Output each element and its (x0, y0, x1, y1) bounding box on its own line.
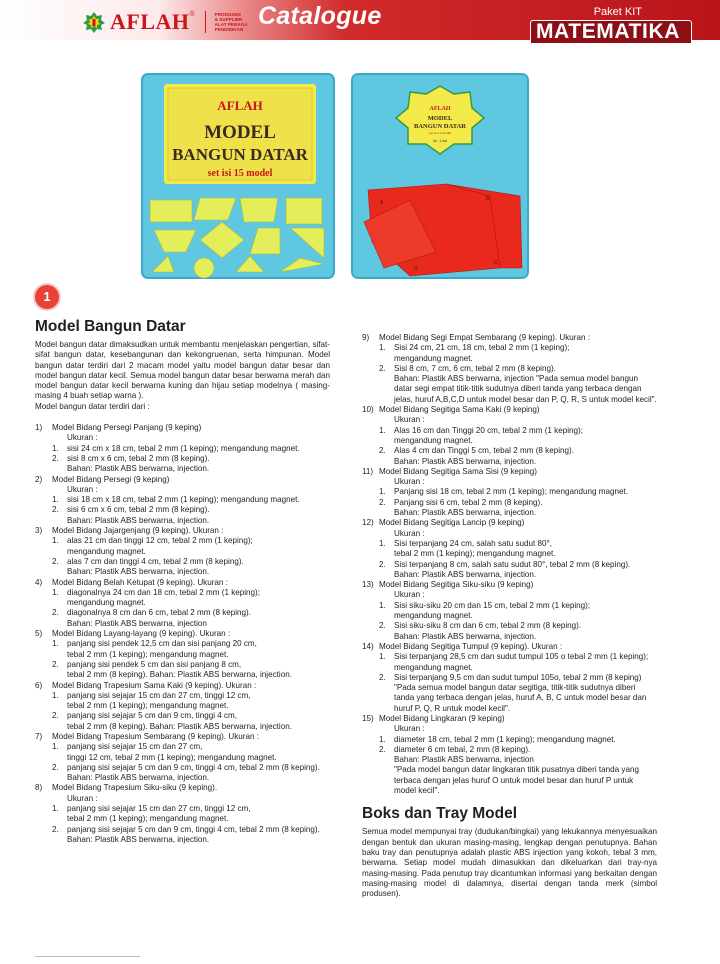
sub-item (35, 608, 330, 629)
paket-label (594, 6, 694, 18)
item-ukuran: Ukuran : (394, 724, 425, 734)
sub-number: 2. (52, 711, 59, 721)
vertex-label: D (414, 266, 418, 272)
sub-line: alas 7 cm dan tinggi 4 cm, tebal 2 mm (8 keping). (67, 556, 244, 566)
sub-line: tebal 2 mm (1 keping); mengandung magnet. (67, 649, 229, 659)
sub-item (35, 639, 330, 660)
sub-line: Sisi 24 cm, 21 cm, 18 cm, tebal 2 mm (1 keping); (394, 343, 570, 353)
sub-text (67, 505, 330, 526)
sub-number: 1. (52, 742, 59, 752)
list-item (362, 580, 657, 590)
sub-line: Sisi terpanjang 9,5 cm dan sudut tumpul 105o, tebal 2 mm (8 keping) (394, 672, 642, 682)
item-ukuran: Ukuran : (67, 793, 98, 803)
sub-item (362, 426, 657, 447)
photo2-title2: BANGUN DATAR (414, 123, 466, 130)
list-item (35, 783, 330, 793)
sub-line: Bahan: Plastik ABS berwarna, injection. (67, 773, 210, 783)
sub-text (67, 691, 330, 712)
section-number-badge: 1 (35, 285, 59, 309)
sub-item (362, 487, 657, 497)
list-item (362, 405, 657, 415)
sub-line: Sisi terpanjang 24 cm, salah satu sudut 80°, (394, 538, 553, 548)
item-ukuran: Ukuran : (394, 590, 425, 600)
item-number: 8) (35, 783, 43, 793)
item-title: Model Bidang Segitiga Lancip (9 keping) (379, 518, 525, 528)
product-photo-yellow-set (140, 72, 336, 280)
sub-item (35, 804, 330, 825)
list-item (362, 333, 657, 343)
sub-item (35, 557, 330, 578)
sub-item (362, 364, 657, 405)
sub-text (67, 711, 330, 732)
sub-line: panjang sisi sejajar 15 cm dan 27 cm, (67, 742, 203, 752)
sub-text (394, 343, 657, 364)
sub-text (67, 495, 330, 505)
sub-line: Bahan: Plastik ABS berwarna, injection. (67, 515, 210, 525)
sub-item (35, 454, 330, 475)
list-item (362, 518, 657, 528)
sub-item (362, 560, 657, 581)
sub-line: tinggi 12 cm, tebal 2 mm (1 keping); mengandung magnet. (67, 752, 277, 762)
sub-line: Panjang sisi 6 cm, tebal 2 mm (8 keping). (394, 497, 543, 507)
sub-line: diameter 18 cm, tebal 2 mm (1 keping); mengandung magnet. (394, 734, 616, 744)
vertex-label: A (380, 200, 384, 206)
sub-text (394, 735, 657, 745)
item-title: Model Bidang Segitiga Siku-siku (9 keping) (379, 580, 534, 590)
sub-item (362, 601, 657, 622)
sub-text (67, 454, 330, 475)
sub-number: 1. (52, 536, 59, 546)
list-item (362, 642, 657, 652)
sub-number: 1. (52, 587, 59, 597)
sub-line: panjang sisi pendek 5 cm dan sisi panjang 8 cm, (67, 659, 242, 669)
list-item (35, 681, 330, 691)
sub-number: 2. (379, 446, 386, 456)
sub-line: mengandung magnet. (67, 598, 146, 608)
product-photo-red-set (350, 72, 530, 280)
sub-text (394, 673, 657, 714)
tagline-line: ALAT PERAGA (214, 22, 248, 27)
sub-line: tebal 2 mm (8 keping). Bahan: Plastik ABS berwarna, injection. (67, 670, 292, 680)
sub-item (35, 505, 330, 526)
sub-item (35, 711, 330, 732)
sub-item (362, 498, 657, 519)
sub-line: Sisi siku-siku 20 cm dan 15 cm, tebal 2 mm (1 keping); (394, 600, 591, 610)
sub-item (362, 539, 657, 560)
item-ukuran: Ukuran : (394, 477, 425, 487)
registered-mark: ® (189, 11, 195, 18)
section-intro-paragraph: Model bangun datar dimaksudkan untuk membantu menjelaskan pengertian, sifat-sifat bangun datar, kesebangunan dan kekongruenan, serta himpunan. Model bangun datar terdiri dari 2 macam model yaitu model bangun datar besar dan model bangun datar kecil. Semua model bangun datar besar berwarna merah dan model bangun datar kecil berwarna kuning dan hijau setiap modelnya ( masing-masing 4 buah setiap warna ). (35, 340, 330, 401)
sub-item (362, 673, 657, 714)
sub-number: 1. (52, 495, 59, 505)
sub-text (67, 660, 330, 681)
brand-tagline (215, 12, 263, 32)
sub-text (394, 498, 657, 519)
sub-number: 2. (379, 363, 386, 373)
sub-text (67, 639, 330, 660)
piece-circle (194, 258, 214, 278)
sub-line: sisi 8 cm x 6 cm, tebal 2 mm (8 keping). (67, 453, 210, 463)
item-title: Model Bidang Segitiga Sama Kaki (9 keping) (379, 405, 540, 415)
sub-item (35, 660, 330, 681)
item-number: 12) (362, 518, 374, 528)
sub-line: diagonalnya 24 cm dan 18 cm, tebal 2 mm (1 keping); (67, 587, 261, 597)
sub-line: panjang sisi pendek 12,5 cm dan sisi panjang 20 cm, (67, 639, 257, 649)
sub-line: Bahan: Plastik ABS berwarna, injection (394, 755, 534, 765)
sub-text (67, 536, 330, 557)
sub-line: mengandung magnet. (394, 353, 473, 363)
sub-line: alas 21 cm dan tinggi 12 cm, tebal 2 mm (1 keping); (67, 536, 253, 546)
item-number: 4) (35, 577, 43, 587)
sub-line: Sisi 8 cm, 7 cm, 6 cm, tebal 2 mm (8 keping). (394, 363, 556, 373)
section-title-boks: Boks dan Tray Model (362, 805, 518, 823)
sub-text (67, 804, 330, 825)
model-list-right (362, 333, 657, 796)
sub-line: Bahan: Plastik ABS berwarna, injection. (394, 508, 537, 518)
piece-rectangle (150, 200, 192, 222)
sub-number: 2. (52, 556, 59, 566)
sub-line: "Pada semua model bangun datar segitiga, titik-titik sudutnya diberi tanda yang terbaca dengan jelas, huruf A, B, C untuk model besar dan huruf P, Q, R untuk model kecil". (394, 683, 647, 713)
sub-number: 1. (52, 639, 59, 649)
list-item (35, 578, 330, 588)
item-ukuran: Ukuran : (67, 433, 98, 443)
sub-text (67, 608, 330, 629)
sub-line: sisi 6 cm x 6 cm, tebal 2 mm (8 keping). (67, 505, 210, 515)
item-number: 10) (362, 405, 374, 415)
item-number: 2) (35, 474, 43, 484)
sub-line: Bahan: Plastik ABS berwarna, injection (67, 618, 207, 628)
sub-number: 2. (52, 659, 59, 669)
sub-line: panjang sisi sejajar 15 cm dan 27 cm, tinggi 12 cm, (67, 804, 251, 814)
footer-rule (35, 956, 140, 957)
sub-text (67, 742, 330, 763)
item-number: 7) (35, 731, 43, 741)
sub-number: 2. (52, 762, 59, 772)
photo1-title1: MODEL (204, 122, 276, 143)
sub-item (362, 621, 657, 642)
sub-text (394, 601, 657, 622)
item-title: Model Bidang Trapesium Siku-siku (9 keping). (52, 783, 218, 793)
photo2-brand: AFLAH (429, 106, 451, 112)
sub-number: 1. (379, 343, 386, 353)
sub-text (394, 426, 657, 447)
sub-number: 1. (379, 734, 386, 744)
sub-text (394, 621, 657, 642)
item-number: 5) (35, 629, 43, 639)
item-number: 14) (362, 641, 374, 651)
item-title: Model Bidang Layang-layang (9 keping). Ukuran : (52, 629, 231, 639)
sub-item (35, 495, 330, 505)
brand-name: AFLAH (110, 9, 190, 34)
sub-text (394, 560, 657, 581)
sub-text (394, 745, 657, 796)
tagline-line: PENDIDIKAN (214, 27, 244, 32)
item-ukuran: Ukuran : (394, 528, 425, 538)
sub-item (35, 691, 330, 712)
logo-divider (205, 11, 206, 33)
photo1-brand: AFLAH (217, 98, 263, 113)
list-item (362, 467, 657, 477)
sub-number: 1. (379, 538, 386, 548)
sub-number: 1. (379, 425, 386, 435)
sub-line: Bahan: Plastik ABS berwarna, injection. (67, 834, 210, 844)
sub-line: Alas 4 cm dan Tinggi 5 cm, tebal 2 mm (8 keping). (394, 446, 574, 456)
item-title: Model Bidang Belah Ketupat (9 keping). Ukuran : (52, 577, 228, 587)
subject-title: MATEMATIKA (535, 20, 680, 43)
sub-text (394, 539, 657, 560)
sub-line: mengandung magnet. (67, 546, 146, 556)
model-list-left (35, 423, 330, 845)
sub-item (362, 446, 657, 467)
sub-text (67, 825, 330, 846)
sub-text (67, 588, 330, 609)
sub-text (394, 487, 657, 497)
sub-line: Bahan: Plastik ABS berwarna, injection "Pada semua model bangun datar segi empat titik-titik sudutnya diberi tanda yang terbaca dengan jelas, huruf A,B,C,D untuk model besar dan P, Q, R, S untuk model kecil". (394, 374, 657, 404)
sub-number: 2. (52, 824, 59, 834)
sub-line: diameter 6 cm tebal, 2 mm (8 keping). (394, 744, 531, 754)
item-title: Model Bidang Trapesium Sembarang (9 keping). Ukuran : (52, 731, 259, 741)
list-item (362, 714, 657, 724)
sub-line: Sisi siku-siku 8 cm dan 6 cm, tebal 2 mm (8 keping). (394, 621, 582, 631)
sub-item (35, 536, 330, 557)
paket-kit-text: Paket KIT (593, 6, 642, 18)
sub-text (394, 652, 657, 673)
item-title: Model Bidang Segi Empat Sembarang (9 keping). Ukuran : (379, 333, 591, 342)
list-item (35, 423, 330, 433)
sub-text (67, 763, 330, 784)
sub-number: 1. (52, 804, 59, 814)
item-number: 1) (35, 423, 43, 433)
item-number: 13) (362, 580, 374, 590)
item-number: 9) (362, 333, 370, 342)
sub-text (394, 446, 657, 467)
vertex-label: B (486, 196, 490, 202)
sub-line: Alas 16 cm dan Tinggi 20 cm, tebal 2 mm (1 keping); (394, 425, 583, 435)
item-title: Model Bidang Segitiga Tumpul (9 keping). Ukuran : (379, 641, 563, 651)
sub-item (362, 735, 657, 745)
right-column (362, 333, 657, 899)
sub-line: Panjang sisi 18 cm, tebal 2 mm (1 keping); mengandung magnet. (394, 487, 628, 497)
tagline-line: & SUPPLIER (214, 17, 243, 22)
sub-line: Bahan: Plastik ABS berwarna, injection. (394, 631, 537, 641)
item-title: Model Bidang Persegi (9 keping) (52, 474, 170, 484)
brand-emblem-icon (82, 11, 106, 33)
sub-line: panjang sisi sejajar 5 cm dan 9 cm, tinggi 4 cm, tebal 2 mm (8 keping). (67, 762, 320, 772)
boks-paragraph: Semua model mempunyai tray (dudukan/bingkai) yang lekukannya menyesuaikan dengan bentuk dan ukuran masing-masing, lengkap dengan penutupnya. Bahan baku tray dan penutupnya adalah plastic ABS injection yang kokoh, tebal 3 mm, berwarna. Setiap model mudah dimasukkan dan dikeluarkan dari tray-nya masing-masing. Pada penutup tray dicantumkan informasi yang berkaitan dengan masing-masing model di dalamnya, disertai dengan tanda merk (simbol produsen). (362, 827, 657, 899)
sub-item (362, 343, 657, 364)
vertex-label: C (494, 260, 498, 266)
item-title: Model Bidang Lingkaran (9 keping) (379, 713, 505, 723)
sub-line: Bahan: Plastik ABS berwarna, injection. (67, 464, 210, 474)
sub-number: 1. (52, 443, 59, 453)
photo2-title1: MODEL (427, 115, 453, 122)
sub-text (67, 444, 330, 454)
item-title: Model Bidang Persegi Panjang (9 keping) (52, 423, 202, 433)
sub-line: Sisi terpanjang 8 cm, salah satu sudut 80°, tebal 2 mm (8 keping). (394, 559, 631, 569)
sub-line: panjang sisi sejajar 5 cm dan 9 cm, tinggi 4 cm, tebal 2 mm (8 keping). (67, 824, 320, 834)
sub-line: mengandung magnet. (394, 435, 473, 445)
sub-item (35, 742, 330, 763)
piece-square (286, 198, 322, 224)
photo2-subtitle: set isi 15 model (428, 131, 452, 135)
sub-line: diagonalnya 8 cm dan 6 cm, tebal 2 mm (8 keping). (67, 608, 252, 618)
photo1-subtitle: set isi 15 model (207, 168, 273, 179)
sub-line: mengandung magnet. (394, 611, 473, 621)
list-item (35, 732, 330, 742)
sub-number: 1. (52, 690, 59, 700)
section-intro-line: Model bangun datar terdiri dari : (35, 401, 150, 411)
sub-line: tebal 2 mm (1 keping); mengandung magnet. (67, 701, 229, 711)
sub-number: 2. (379, 559, 386, 569)
section-title: Model Bangun Datar (35, 318, 186, 335)
sub-line: Bahan: Plastik ABS berwarna, injection. (394, 456, 537, 466)
list-item (35, 629, 330, 639)
sub-line: panjang sisi sejajar 5 cm dan 9 cm, tinggi 4 cm, (67, 711, 238, 721)
sub-item (35, 763, 330, 784)
sub-line: tebal 2 mm (1 keping); mengandung magnet. (394, 549, 556, 559)
sub-line: tebal 2 mm (1 keping); mengandung magnet. (67, 814, 229, 824)
item-number: 15) (362, 713, 374, 723)
item-number: 6) (35, 680, 43, 690)
sub-line: Sisi terpanjang 28,5 cm dan sudut tumpul 105 o tebal 2 mm (1 keping); (394, 652, 649, 662)
sub-line: mengandung magnet. (394, 662, 473, 672)
sub-text (67, 557, 330, 578)
list-item (35, 526, 330, 536)
sub-text (394, 364, 657, 405)
catalogue-title: Catalogue (258, 2, 382, 30)
photo2-set: isi : 1 set (433, 139, 447, 143)
sub-number: 2. (52, 453, 59, 463)
sub-item (35, 825, 330, 846)
item-number: 3) (35, 526, 43, 536)
sub-number: 1. (379, 652, 386, 662)
sub-number: 2. (379, 744, 386, 754)
sub-line: Bahan: Plastik ABS berwarna, injection. (394, 569, 537, 579)
left-column (35, 318, 330, 845)
item-ukuran: Ukuran : (67, 484, 98, 494)
photo1-title2: BANGUN DATAR (172, 145, 308, 164)
item-title: Model Bidang Trapesium Sama Kaki (9 keping). Ukuran : (52, 680, 257, 690)
sub-number: 1. (379, 600, 386, 610)
item-title: Model Bidang Jajargenjang (9 keping). Ukuran : (52, 526, 224, 536)
item-number: 11) (362, 466, 374, 476)
item-title: Model Bidang Segitiga Sama Sisi (9 keping) (379, 466, 537, 476)
sub-line: sisi 24 cm x 18 cm, tebal 2 mm (1 keping); mengandung magnet. (67, 443, 300, 453)
sub-number: 2. (379, 497, 386, 507)
list-item (35, 475, 330, 485)
piece-trapezoid (240, 198, 278, 222)
sub-item (362, 745, 657, 796)
sub-number: 2. (379, 621, 386, 631)
sub-line: "Pada model bangun datar lingkaran titik pusatnya diberi tanda yang terbaca dengan jelas huruf O untuk model besar dan huruf P untuk model kecil". (394, 765, 639, 796)
sub-number: 2. (379, 672, 386, 682)
sub-line: Bahan: Plastik ABS berwarna, injection. (67, 567, 210, 577)
sub-line: panjang sisi sejajar 15 cm dan 27 cm, tinggi 12 cm, (67, 690, 251, 700)
sub-line: tebal 2 mm (8 keping). Bahan: Plastik ABS berwarna, injection. (67, 721, 292, 731)
brand-logo (82, 9, 263, 35)
item-ukuran: Ukuran : (394, 415, 425, 425)
sub-number: 1. (379, 487, 386, 497)
sub-line: sisi 18 cm x 18 cm, tebal 2 mm (1 keping); mengandung magnet. (67, 495, 300, 505)
sub-item (362, 652, 657, 673)
tagline-line: PRODUSEN (214, 12, 241, 17)
sub-item (35, 588, 330, 609)
sub-number: 2. (52, 505, 59, 515)
sub-item (35, 444, 330, 454)
sub-number: 2. (52, 608, 59, 618)
